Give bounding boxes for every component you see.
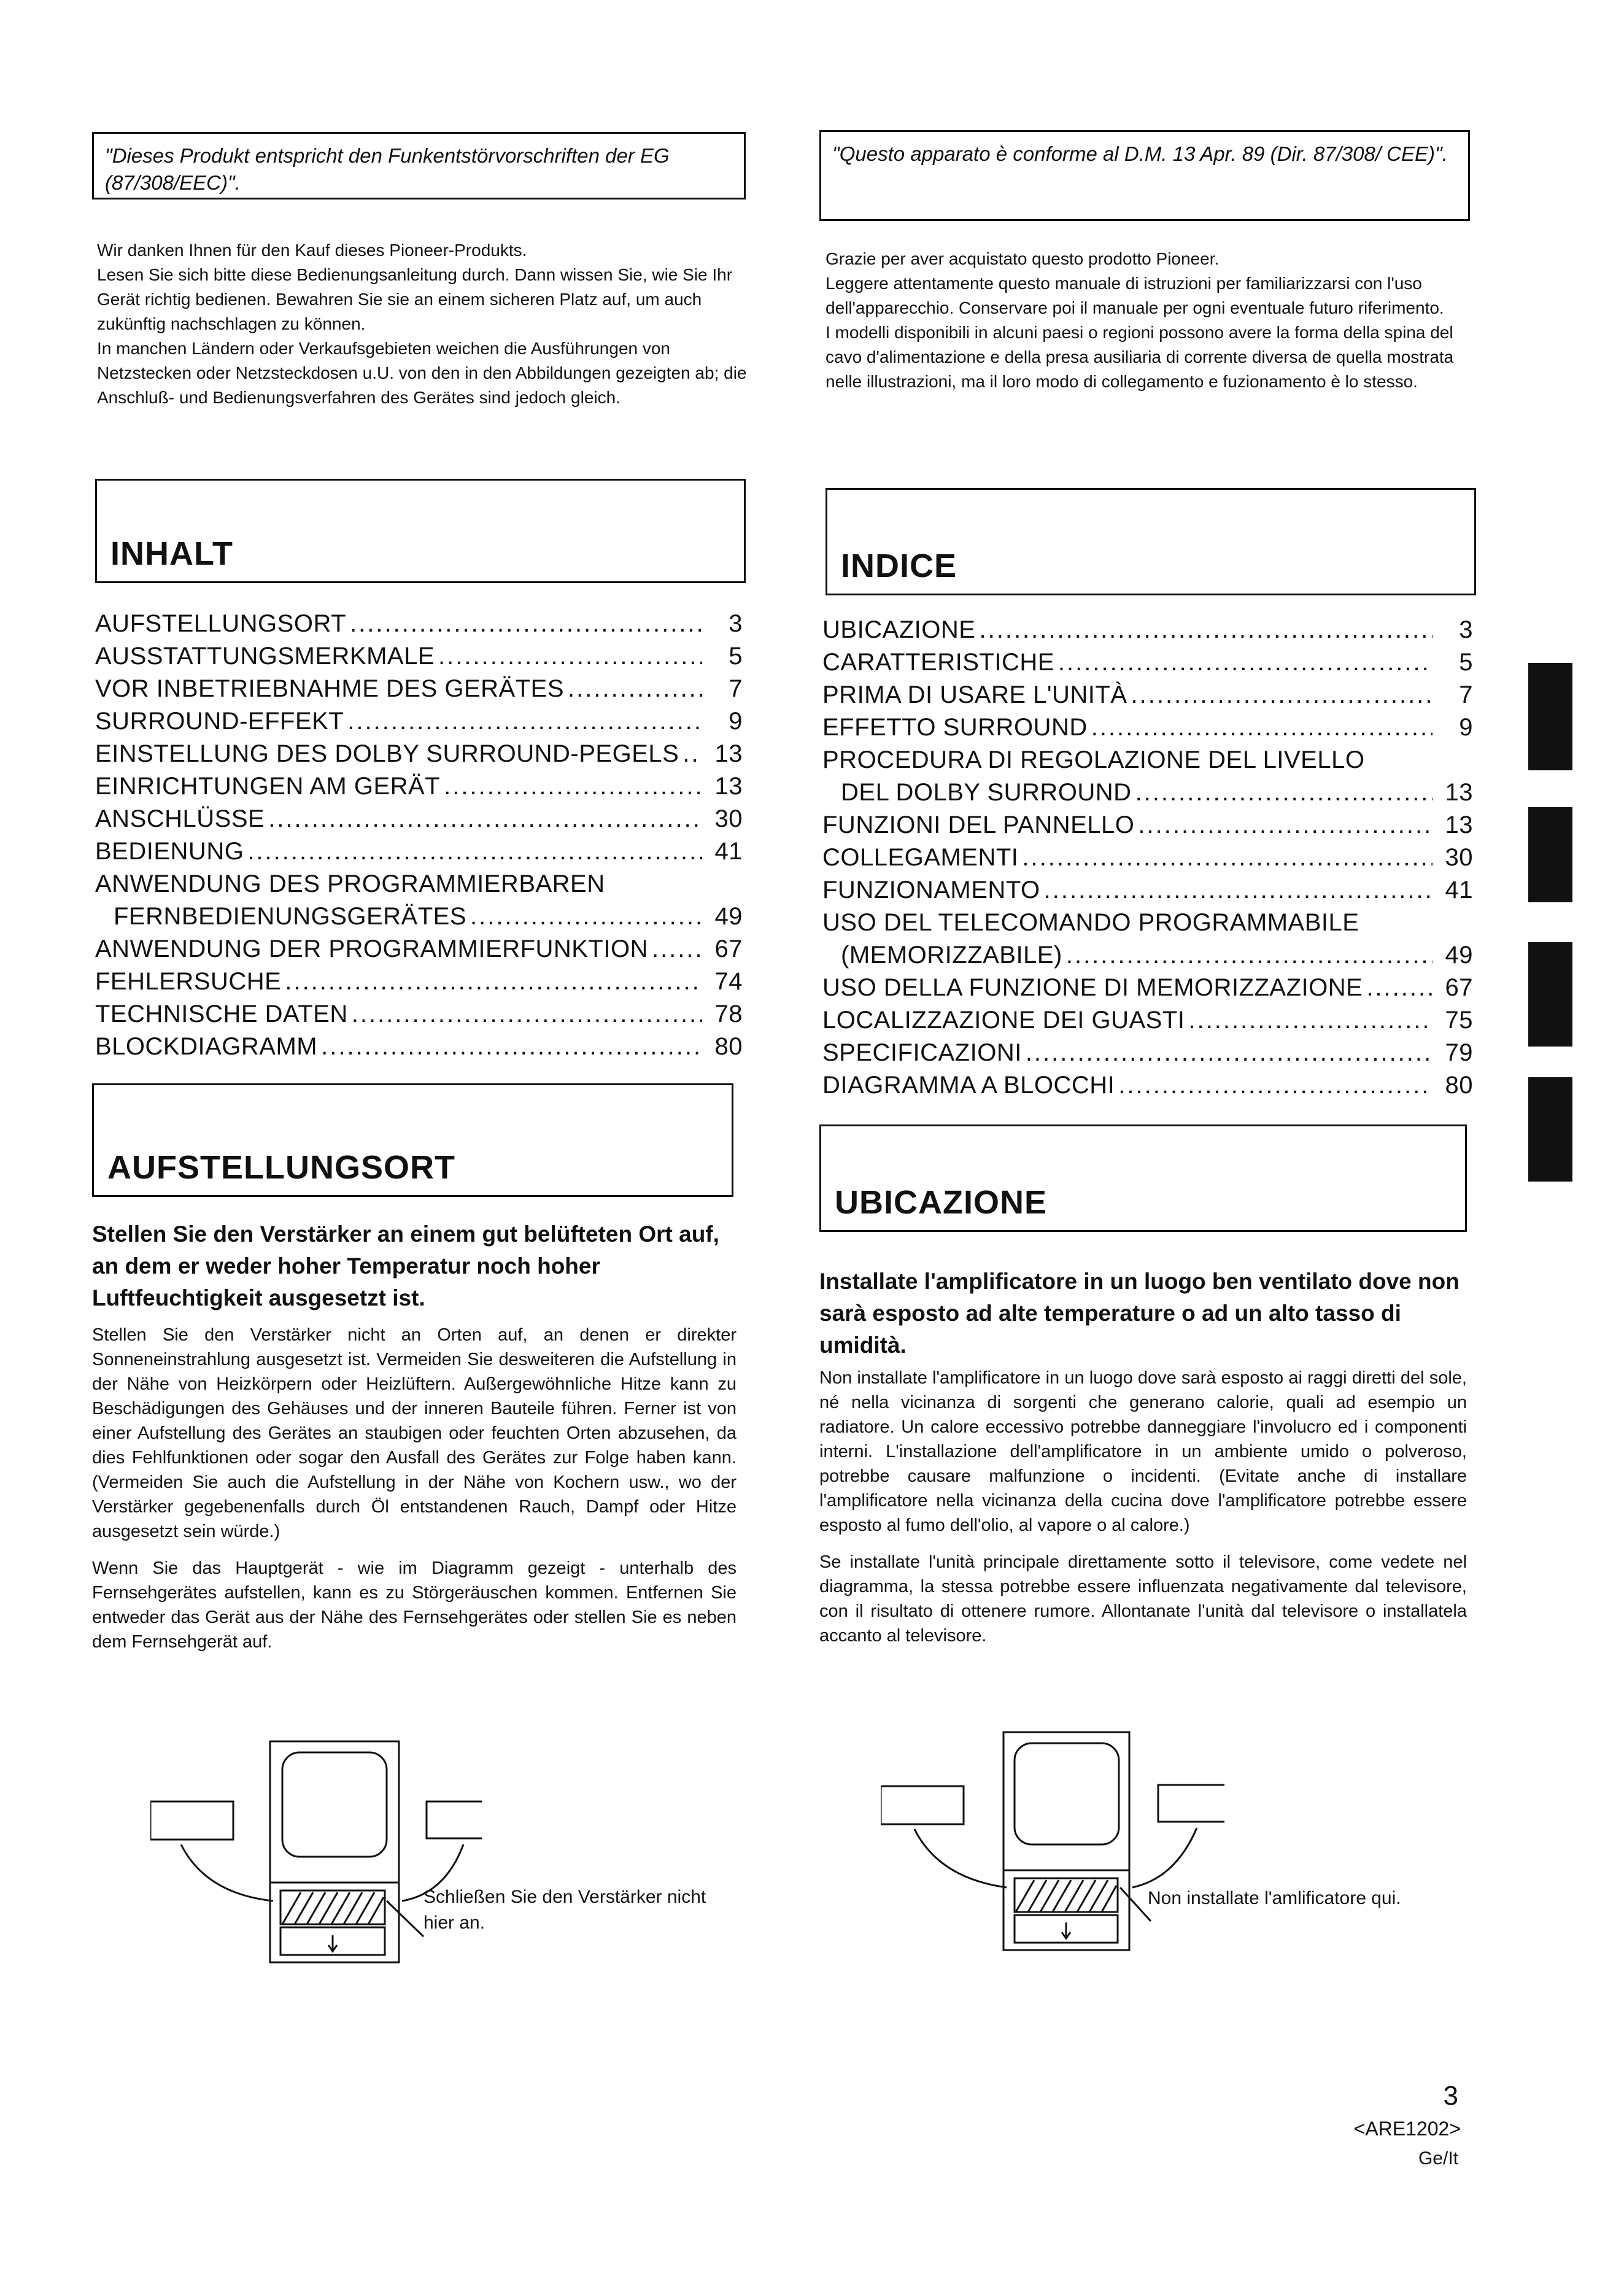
dm-compliance-notice: "Questo apparato è conforme al D.M. 13 Apr. 89 (Dir. 87/308/ CEE)". <box>819 130 1470 221</box>
table-of-contents <box>95 608 743 1063</box>
toc-dot-leader <box>1058 646 1433 679</box>
toc-entry-page: 9 <box>1459 714 1473 741</box>
toc-dot-leader <box>568 673 702 705</box>
toc-entry-page: 7 <box>1459 681 1473 708</box>
toc-entry <box>95 770 743 803</box>
toc-entry-title: (MEMORIZZABILE) <box>841 942 1062 969</box>
tv-outline-icon <box>1003 1732 1129 1870</box>
toc-dot-leader <box>1044 874 1433 907</box>
toc-entry-title: BLOCKDIAGRAMM <box>95 1033 318 1060</box>
toc-entry <box>95 835 743 868</box>
section-body <box>819 1366 1467 1660</box>
toc-entry <box>95 705 743 738</box>
toc-dot-leader <box>438 640 702 673</box>
toc-dot-leader <box>321 1031 702 1063</box>
toc-entry <box>822 1037 1473 1069</box>
toc-entry <box>95 673 743 705</box>
toc-entry-page: 30 <box>714 805 743 832</box>
toc-entry <box>95 900 743 933</box>
toc-dot-leader <box>470 900 702 933</box>
toc-entry-page: 13 <box>714 773 743 800</box>
intro-paragraph: Wir danken Ihnen für den Kauf dieses Pioneer-Produkts. <box>97 241 527 260</box>
toc-dot-leader <box>285 966 702 998</box>
toc-dot-leader <box>444 770 702 803</box>
intro-paragraph: I modelli disponibili in alcuni paesi o regioni possono avere la forma della spina del cavo d'alimentazione e della presa ausiliaria di corrente diversa de quella mostrata nelle illustrazioni, ma il loro modo di collegamento e fuzionamento è lo stesso. <box>826 323 1454 391</box>
section-heading-box <box>819 1124 1467 1232</box>
toc-entry-title: VOR INBETRIEBNAHME DES GERÄTES <box>95 675 565 702</box>
toc-entry-page: 49 <box>1445 942 1473 969</box>
toc-entry-title: PRIMA DI USARE L'UNITÀ <box>822 681 1127 708</box>
page-number: 3 <box>1443 2081 1458 2111</box>
toc-heading-box <box>826 488 1476 595</box>
toc-entry-page: 7 <box>729 675 743 702</box>
toc-entry <box>95 1031 743 1063</box>
intro-paragraph: Lesen Sie sich bitte diese Bedienungsanleitung durch. Dann wissen Sie, wie Sie Ihr Gerät richtig bedienen. Bewahren Sie sie an einem sicheren Platz auf, um auch zukünftig nachschlagen zu können. <box>97 265 733 333</box>
tv-outline-icon <box>270 1741 399 1883</box>
toc-dot-leader <box>1138 809 1433 842</box>
language-code: Ge/It <box>1418 2148 1458 2169</box>
intro-paragraph: Leggere attentamente questo manuale di istruzioni per familiarizzarsi con l'uso dell'apparecchio. Conservare poi il manuale per ogni eventuale futuro riferimento. <box>826 274 1444 317</box>
toc-entry <box>822 776 1473 809</box>
edge-index-marker <box>1528 663 1572 770</box>
toc-dot-leader <box>1022 842 1433 874</box>
toc-entry <box>95 998 743 1031</box>
edge-index-marker <box>1528 1077 1572 1182</box>
toc-entry <box>95 640 743 673</box>
body-paragraph: Wenn Sie das Hauptgerät - wie im Diagramm gezeigt - unterhalb des Fernsehgerätes aufstellen, kann es zu Störgeräuschen kommen. Entfernen Sie entweder das Gerät aus der Nähe des Fernsehgerätes oder stellen Sie es neben dem Fernsehgerät auf. <box>92 1558 737 1652</box>
document-code: <ARE1202> <box>1353 2118 1461 2140</box>
table-of-contents <box>822 614 1473 1102</box>
eg-compliance-notice: "Dieses Produkt entspricht den Funkentstörvorschriften der EG (87/308/EEC)". <box>92 132 746 199</box>
toc-entry-page: 75 <box>1445 1007 1473 1034</box>
toc-dot-leader <box>1188 1004 1433 1037</box>
toc-entry <box>95 738 743 770</box>
toc-entry <box>822 1069 1473 1102</box>
toc-dot-leader <box>350 608 702 640</box>
section-body <box>92 1323 737 1666</box>
toc-entry <box>95 966 743 998</box>
toc-entry <box>822 939 1473 972</box>
toc-entry-title: TECHNISCHE DATEN <box>95 1000 348 1028</box>
toc-entry-page: 78 <box>714 1000 743 1028</box>
toc-entry-title: SPECIFICAZIONI <box>822 1039 1022 1066</box>
toc-entry-title: AUFSTELLUNGSORT <box>95 610 347 637</box>
intro-text <box>826 247 1476 394</box>
toc-entry-title: DIAGRAMMA A BLOCCHI <box>822 1072 1115 1099</box>
toc-dot-leader <box>347 705 702 738</box>
toc-dot-leader <box>1131 679 1433 711</box>
toc-entry-page: 13 <box>714 740 743 767</box>
toc-heading: INDICE <box>841 548 957 584</box>
toc-entry-page: 80 <box>1445 1072 1473 1099</box>
toc-entry-page: 9 <box>729 708 743 735</box>
toc-entry-page: 67 <box>714 935 743 962</box>
toc-heading-box <box>95 479 746 583</box>
toc-entry-page: 3 <box>729 610 743 637</box>
toc-dot-leader <box>979 614 1433 646</box>
intro-text <box>97 238 748 410</box>
side-position-left-icon <box>881 1786 964 1824</box>
intro-paragraph: Grazie per aver acquistato questo prodotto Pioneer. <box>826 249 1220 268</box>
side-position-right-icon <box>427 1802 482 1838</box>
side-position-right-icon <box>1158 1785 1224 1822</box>
toc-entry-page: 13 <box>1445 811 1473 838</box>
toc-dot-leader <box>1366 972 1433 1004</box>
toc-entry <box>822 711 1473 744</box>
toc-entry-title: FUNZIONI DEL PANNELLO <box>822 811 1135 838</box>
toc-entry-page: 79 <box>1445 1039 1473 1066</box>
toc-entry-title: CARATTERISTICHE <box>822 649 1054 676</box>
toc-entry-title: UBICAZIONE <box>822 616 976 643</box>
toc-dot-leader <box>1135 776 1433 809</box>
toc-dot-leader <box>1026 1037 1433 1069</box>
toc-entry-page: 13 <box>1445 779 1473 806</box>
placement-diagram <box>881 1731 1224 1958</box>
tv-screen-icon <box>282 1752 387 1857</box>
toc-entry-page: 41 <box>714 838 743 865</box>
toc-entry-title: ANWENDUNG DER PROGRAMMIERFUNKTION <box>95 935 648 962</box>
body-paragraph: Stellen Sie den Verstärker nicht an Orten auf, an denen er direkter Sonneneinstrahlung ausgesetzt ist. Vermeiden Sie desweiteren die Aufstellung in der Nähe von Heizkörpern oder Heizlüftern. Außergewöhnliche Hitze kann zu Beschädigungen des Gehäuses und der inneren Bauteile führen. Ferner ist von einer Aufstellung des Gerätes an staubigen oder feuchten Orten abzusehen, da dies Fehlfunktionen oder sogar den Ausfall des Gerätes zur Folge haben kann. (Vermeiden Sie auch die Aufstellung in der Nähe von Kochern usw., wo der Verstärker gegebenenfalls durch Öl entstandenen Rauch, Dampf oder Hitze ausgesetzt sein würde.) <box>92 1325 737 1541</box>
intro-paragraph: In manchen Ländern oder Verkaufsgebieten weichen die Ausführungen von Netzstecken oder Netzsteckdosen u.U. von den in den Abbildungen gezeigten ab; die Anschluß- und Bedienungsverfahren des Gerätes sind jedoch gleich. <box>97 339 747 407</box>
toc-entry-page: 67 <box>1445 974 1473 1001</box>
toc-entry-title: COLLEGAMENTI <box>822 844 1019 871</box>
toc-entry-title: USO DELLA FUNZIONE DI MEMORIZZAZIONE <box>822 974 1363 1001</box>
toc-entry-title: EINRICHTUNGEN AM GERÄT <box>95 773 441 800</box>
toc-entry <box>95 803 743 835</box>
toc-entry-page: 80 <box>714 1033 743 1060</box>
toc-heading: INHALT <box>110 535 233 572</box>
toc-entry-title: SURROUND-EFFEKT <box>95 708 344 735</box>
toc-dot-leader <box>247 835 702 868</box>
toc-dot-leader <box>1091 711 1433 744</box>
toc-dot-leader <box>682 738 702 770</box>
toc-entry-title: EINSTELLUNG DES DOLBY SURROUND-PEGELS <box>95 740 679 767</box>
side-position-left-icon <box>150 1802 233 1840</box>
toc-entry-title: FEHLERSUCHE <box>95 968 282 995</box>
toc-entry-page: 49 <box>714 903 743 930</box>
diagram-caption: Non installate l'amlificatore qui. <box>1148 1888 1401 1908</box>
amplifier-hatched-icon <box>280 1891 385 1924</box>
toc-entry <box>822 874 1473 907</box>
toc-entry-title: DEL DOLBY SURROUND <box>841 779 1132 806</box>
toc-entry <box>822 972 1473 1004</box>
toc-entry-title: LOCALIZZAZIONE DEI GUASTI <box>822 1007 1185 1034</box>
section-heading: AUFSTELLUNGSORT <box>107 1149 455 1186</box>
toc-entry-page: 30 <box>1445 844 1473 871</box>
section-heading-box <box>92 1083 733 1197</box>
body-paragraph: Non installate l'amplificatore in un luogo dove sarà esposto ai raggi diretti del sole, né nella vicinanza di sorgenti che generano calorie, quali ad esempio un radiatore. Un calore eccessivo potrebbe danneggiare l'involucro ed i componenti interni. L'installazione dell'amplificatore in un ambiente umido o polveroso, potrebbe causare malfunzione o incidenti. (Evitate anche di installare l'amplificatore nella vicinanza della cucina dove l'amplificatore potrebbe essere esposto al fumo dell'olio, al vapore o al calore.) <box>819 1368 1467 1535</box>
toc-entry-title: FUNZIONAMENTO <box>822 877 1040 904</box>
toc-entry-page: 41 <box>1445 877 1473 904</box>
toc-entry-page: 3 <box>1459 616 1473 643</box>
toc-entry <box>822 1004 1473 1037</box>
toc-entry <box>822 842 1473 874</box>
toc-entry <box>822 646 1473 679</box>
cabinet-outline-icon <box>270 1883 399 1962</box>
diagram-caption: Schließen Sie den Verstärker nicht hier an. <box>423 1887 706 1933</box>
toc-entry-title: AUSSTATTUNGSMERKMALE <box>95 643 435 670</box>
toc-dot-leader <box>652 933 702 966</box>
tv-screen-icon <box>1015 1743 1119 1844</box>
toc-dot-leader <box>352 998 702 1031</box>
toc-entry-title: ANSCHLÜSSE <box>95 805 265 832</box>
body-paragraph: Se installate l'unità principale direttamente sotto il televisore, come vedete nel diagramma, la stessa potrebbe essere influenzata negativamente dal televisore, con il risultato di ottenere rumore. Allontanate l'unità dal televisore o installatela accanto al televisore. <box>819 1552 1467 1646</box>
toc-dot-leader <box>268 803 702 835</box>
toc-entry <box>822 679 1473 711</box>
toc-entry <box>822 809 1473 842</box>
toc-entry <box>95 608 743 640</box>
section-lead: Installate l'amplificatore in un luogo ben ventilato dove non sarà esposto ad alte temperature o ad un alto tasso di umidità. <box>819 1269 1460 1358</box>
toc-entry-title: PROCEDURA DI REGOLAZIONE DEL LIVELLO <box>822 746 1365 773</box>
toc-entry-page: 74 <box>714 968 743 995</box>
toc-entry-title: ANWENDUNG DES PROGRAMMIERBAREN <box>95 870 605 897</box>
toc-entry <box>822 614 1473 646</box>
section-heading: UBICAZIONE <box>835 1184 1047 1221</box>
toc-dot-leader <box>1118 1069 1433 1102</box>
toc-entry <box>822 744 1473 776</box>
toc-entry <box>95 933 743 966</box>
toc-entry <box>95 868 743 900</box>
toc-entry-title: EFFETTO SURROUND <box>822 714 1088 741</box>
edge-index-marker <box>1528 942 1572 1047</box>
section-lead: Stellen Sie den Verstärker an einem gut belüfteten Ort auf, an dem er weder hoher Temperatur noch hoher Luftfeuchtigkeit ausgesetzt ist. <box>92 1221 719 1310</box>
toc-entry-title: BEDIENUNG <box>95 838 244 865</box>
toc-entry-title: USO DEL TELECOMANDO PROGRAMMABILE <box>822 909 1359 936</box>
toc-dot-leader <box>1066 939 1433 972</box>
toc-entry <box>822 907 1473 939</box>
toc-entry-page: 5 <box>1459 649 1473 676</box>
toc-entry-title: FERNBEDIENUNGSGERÄTES <box>114 903 467 930</box>
edge-index-marker <box>1528 807 1572 902</box>
toc-entry-page: 5 <box>729 643 743 670</box>
